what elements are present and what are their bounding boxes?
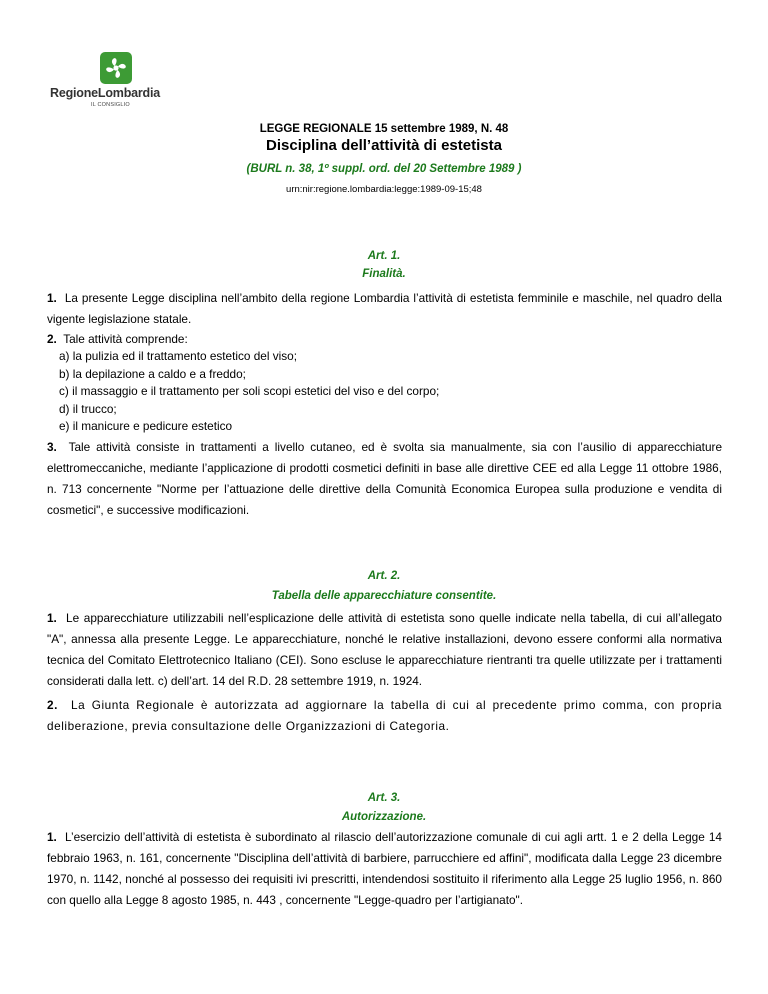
article-1-paragraph-2 [47, 329, 722, 350]
paragraph-number: 2. [47, 698, 58, 712]
article-1-number: Art. 1. [367, 250, 401, 262]
article-2-title: Tabella delle apparecchiature consentite. [271, 590, 497, 602]
paragraph-text: Tale attività consiste in trattamenti a livello cutaneo, ed è svolta sia manualmente, sia con l’ausilio di apparecchiature elettromeccaniche, mediante l’applicazione di prodotti cosmetici definiti in base alle direttive CEE ed alla Legge 11 ottobre 1986, n. 713 concernente "Norme per l’attuazione delle direttive della Comunità Economica Europea sulla produzione e vendita di cosmetici", e successive modificazioni. [47, 440, 723, 517]
article-1-activity-list [47, 348, 722, 436]
article-2-paragraph-2 [47, 695, 722, 737]
regione-lombardia-logo [50, 50, 190, 110]
article-3-paragraph-1 [47, 827, 722, 911]
paragraph-number: 1. [47, 830, 57, 844]
list-item: e) il manicure e pedicure estetico [59, 419, 233, 433]
article-1-title: Finalità. [362, 268, 406, 280]
article-3-title: Autorizzazione. [341, 811, 427, 823]
paragraph-text: La Giunta Regionale è autorizzata ad aggiornare la tabella di cui al precedente primo comma, con propria deliberazione, previa consultazione delle Organizzazioni di Categoria. [47, 698, 723, 733]
urn-identifier: urn:nir:regione.lombardia:legge:1989-09-15;48 [286, 184, 482, 195]
article-3-number: Art. 3. [367, 792, 401, 804]
list-item: d) il trucco; [59, 401, 117, 416]
law-reference: LEGGE REGIONALE 15 settembre 1989, N. 48 [259, 123, 509, 135]
article-2-paragraph-1 [47, 608, 722, 692]
list-item: a) la pulizia ed il trattamento estetico del viso; [59, 349, 298, 363]
logo-subtitle: IL CONSIGLIO [91, 102, 130, 108]
paragraph-text: Tale attività comprende: [63, 332, 188, 346]
paragraph-number: 1. [47, 611, 57, 625]
article-1-paragraph-3 [47, 437, 722, 521]
article-1-paragraph-1 [47, 288, 722, 330]
paragraph-text: La presente Legge disciplina nell’ambito della regione Lombardia l’attività di estetista femminile e maschile, nel quadro della vigente legislazione statale. [47, 291, 722, 326]
lombardia-emblem-icon [100, 52, 132, 84]
list-item: b) la depilazione a caldo e a freddo; [59, 366, 246, 381]
paragraph-text: L’esercizio dell’attività di estetista è subordinato al rilascio dell’autorizzazione comunale di cui agli artt. 1 e 2 della Legge 14 febbraio 1963, n. 161, concernente "Disciplina dell’attività di barbiere, parrucchiere ed affini", modificata dalla Legge 23 dicembre 1970, n. 1142, nonché al possesso dei requisiti ivi prescritti, intendendosi sostituito il riferimento alla Legge 25 luglio 1956, n. 860 con quello alla Legge 8 agosto 1985, n. 443 , concernente "Legge-quadro per l’artigianato". [47, 830, 722, 907]
article-2-number: Art. 2. [367, 570, 401, 582]
paragraph-number: 1. [47, 291, 57, 305]
paragraph-number: 2. [47, 332, 57, 346]
law-title: Disciplina dell’attività di estetista [266, 137, 502, 154]
paragraph-text: Le apparecchiature utilizzabili nell’esplicazione delle attività di estetista sono quelle indicate nella tabella, di cui all’allegato "A", annessa alla presente Legge. Le apparecchiature, nonché le relative installazioni, devono essere conformi alla normativa tecnica del Comitato Elettrotecnico Italiano (CEI). Sono escluse le apparecchiature rientranti tra quelle utilizzate per i trattamenti considerati dalla lett. c) dell’art. 14 del R.D. 28 settembre 1919, n. 1924. [47, 611, 722, 688]
list-item: c) il massaggio e il trattamento per soli scopi estetici del viso e del corpo; [59, 384, 440, 398]
logo-wordmark: RegioneLombardia [50, 86, 161, 100]
burl-reference: (BURL n. 38, 1º suppl. ord. del 20 Settembre 1989 ) [246, 163, 522, 175]
paragraph-number: 3. [47, 440, 57, 454]
